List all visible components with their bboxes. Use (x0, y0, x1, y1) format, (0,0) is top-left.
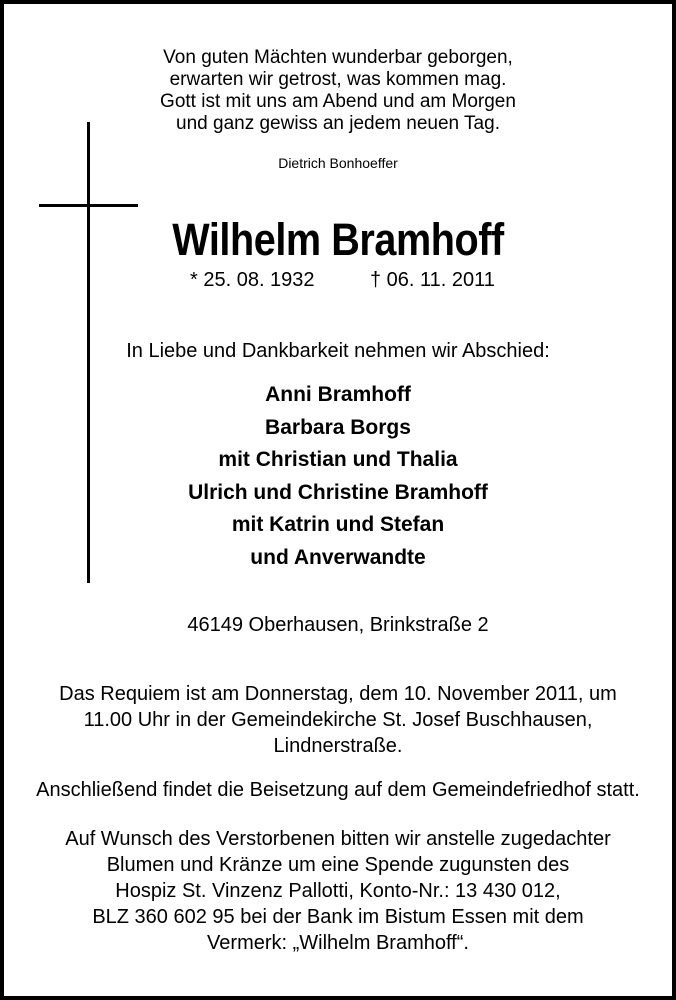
requiem-line: Das Requiem ist am Donnerstag, dem 10. November 2011, um (59, 683, 617, 705)
requiem-line: Lindnerstraße. (273, 735, 403, 757)
family-address: 46149 Oberhausen, Brinkstraße 2 (187, 614, 489, 636)
poem (4, 47, 672, 135)
donation-line: Auf Wunsch des Verstorbenen bitten wir anstelle zugedachter (65, 828, 611, 850)
poem-line: Gott ist mit uns am Abend und am Morgen (160, 91, 516, 112)
requiem-line: 11.00 Uhr in der Gemeindekirche St. Josef Buschhausen, (83, 709, 593, 731)
mourner-entry: Anni Bramhoff (265, 383, 411, 406)
poem-line: erwarten wir getrost, was kommen mag. (169, 69, 507, 90)
donation-line: Vermerk: „Wilhelm Bramhoff“. (207, 932, 469, 954)
death-date: † 06. 11. 2011 (370, 269, 495, 291)
birth-date: * 25. 08. 1932 (190, 269, 315, 291)
farewell-text: In Liebe und Dankbarkeit nehmen wir Abschied: (126, 340, 550, 362)
deceased-name: Wilhelm Bramhoff (172, 214, 504, 265)
poem-line: und ganz gewiss an jedem neuen Tag. (176, 113, 500, 134)
donation-line: Hospiz St. Vinzenz Pallotti, Konto-Nr.: 13 430 012, (115, 880, 561, 902)
mourner-entry: Ulrich und Christine Bramhoff (188, 480, 488, 504)
mourner-entry: Barbara Borgs (265, 415, 411, 439)
poem-author: Dietrich Bonhoeffer (278, 155, 398, 171)
poem-line: Von guten Mächten wunderbar geborgen, (163, 47, 513, 68)
cross-icon-horizontal-bar (39, 204, 138, 207)
mourner-entry: mit Christian und Thalia (218, 448, 458, 472)
mourners-list (4, 379, 672, 575)
donation-paragraph (4, 826, 672, 956)
burial-paragraph: Anschließend findet die Beisetzung auf dem Gemeindefriedhof statt. (36, 779, 640, 801)
donation-line: BLZ 360 602 95 bei der Bank im Bistum Essen mit dem (92, 906, 584, 928)
mourner-entry: und Anverwandte (250, 545, 426, 569)
requiem-paragraph (4, 681, 672, 759)
donation-line: Blumen und Kränze um eine Spende zugunsten des (106, 854, 570, 876)
mourner-entry: mit Katrin und Stefan (231, 513, 445, 537)
